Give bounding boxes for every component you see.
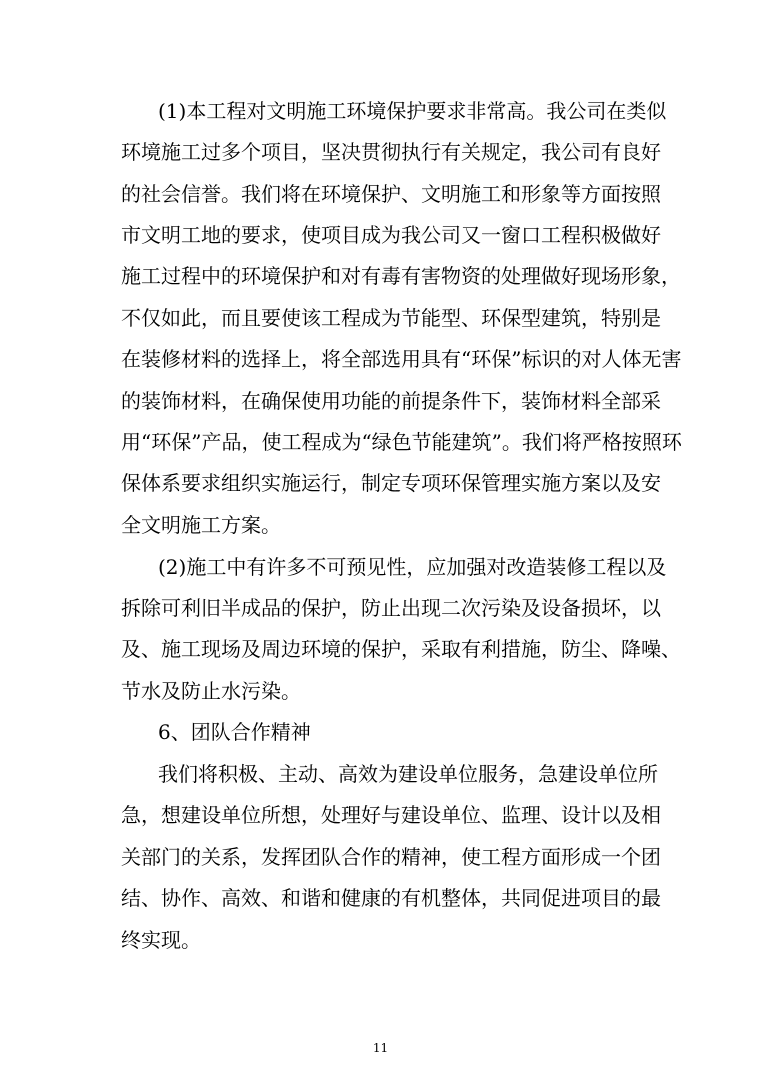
paragraph-1-line-11: 全文明施工方案。	[121, 513, 281, 537]
paragraph-2-line-1: (2)施工中有许多不可预见性，应加强对改造装修工程以及	[158, 555, 667, 579]
paragraph-1-line-10: 保体系要求组织实施运行，制定专项环保管理实施方案以及安	[121, 471, 661, 495]
paragraph-3-line-5: 终实现。	[121, 928, 201, 952]
paragraph-1-line-3: 的社会信誉。我们将在环境保护、文明施工和形象等方面按照	[121, 182, 661, 206]
paragraph-3-line-1: 我们将积极、主动、高效为建设单位服务，急建设单位所	[158, 762, 658, 786]
paragraph-3-line-4: 结、协作、高效、和谐和健康的有机整体，共同促进项目的最	[121, 886, 661, 910]
paragraph-2-line-3: 及、施工现场及周边环境的保护，采取有利措施，防尘、降噪、	[121, 637, 681, 661]
paragraph-1-line-1: (1)本工程对文明施工环境保护要求非常高。我公司在类似	[158, 99, 667, 123]
paragraph-1-line-7: 在装修材料的选择上，将全部选用具有“环保”标识的对人体无害	[121, 347, 682, 371]
paragraph-3-line-2: 急，想建设单位所想，处理好与建设单位、监理、设计以及相	[121, 803, 661, 827]
paragraph-1-line-9: 用“环保”产品，使工程成为“绿色节能建筑”。我们将严格按照环	[121, 430, 682, 454]
paragraph-1-line-2: 环境施工过多个项目，坚决贯彻执行有关规定，我公司有良好	[121, 140, 661, 164]
page-number: 11	[372, 1041, 389, 1055]
paragraph-3-line-3: 关部门的关系，发挥团队合作的精神，使工程方面形成一个团	[121, 845, 661, 869]
section-heading-teamwork: 6、团队合作精神	[158, 720, 311, 744]
paragraph-2-line-2: 拆除可利旧半成品的保护，防止出现二次污染及设备损坏，以	[121, 596, 661, 620]
paragraph-1-line-5: 施工过程中的环境保护和对有毒有害物资的处理做好现场形象，	[121, 264, 681, 288]
paragraph-2-line-4: 节水及防止水污染。	[121, 679, 301, 703]
paragraph-1-line-6: 不仅如此，而且要使该工程成为节能型、环保型建筑，特别是	[121, 306, 661, 330]
paragraph-1-line-8: 的装饰材料，在确保使用功能的前提条件下，装饰材料全部采	[121, 389, 661, 413]
paragraph-1-line-4: 市文明工地的要求，使项目成为我公司又一窗口工程积极做好	[121, 223, 661, 247]
